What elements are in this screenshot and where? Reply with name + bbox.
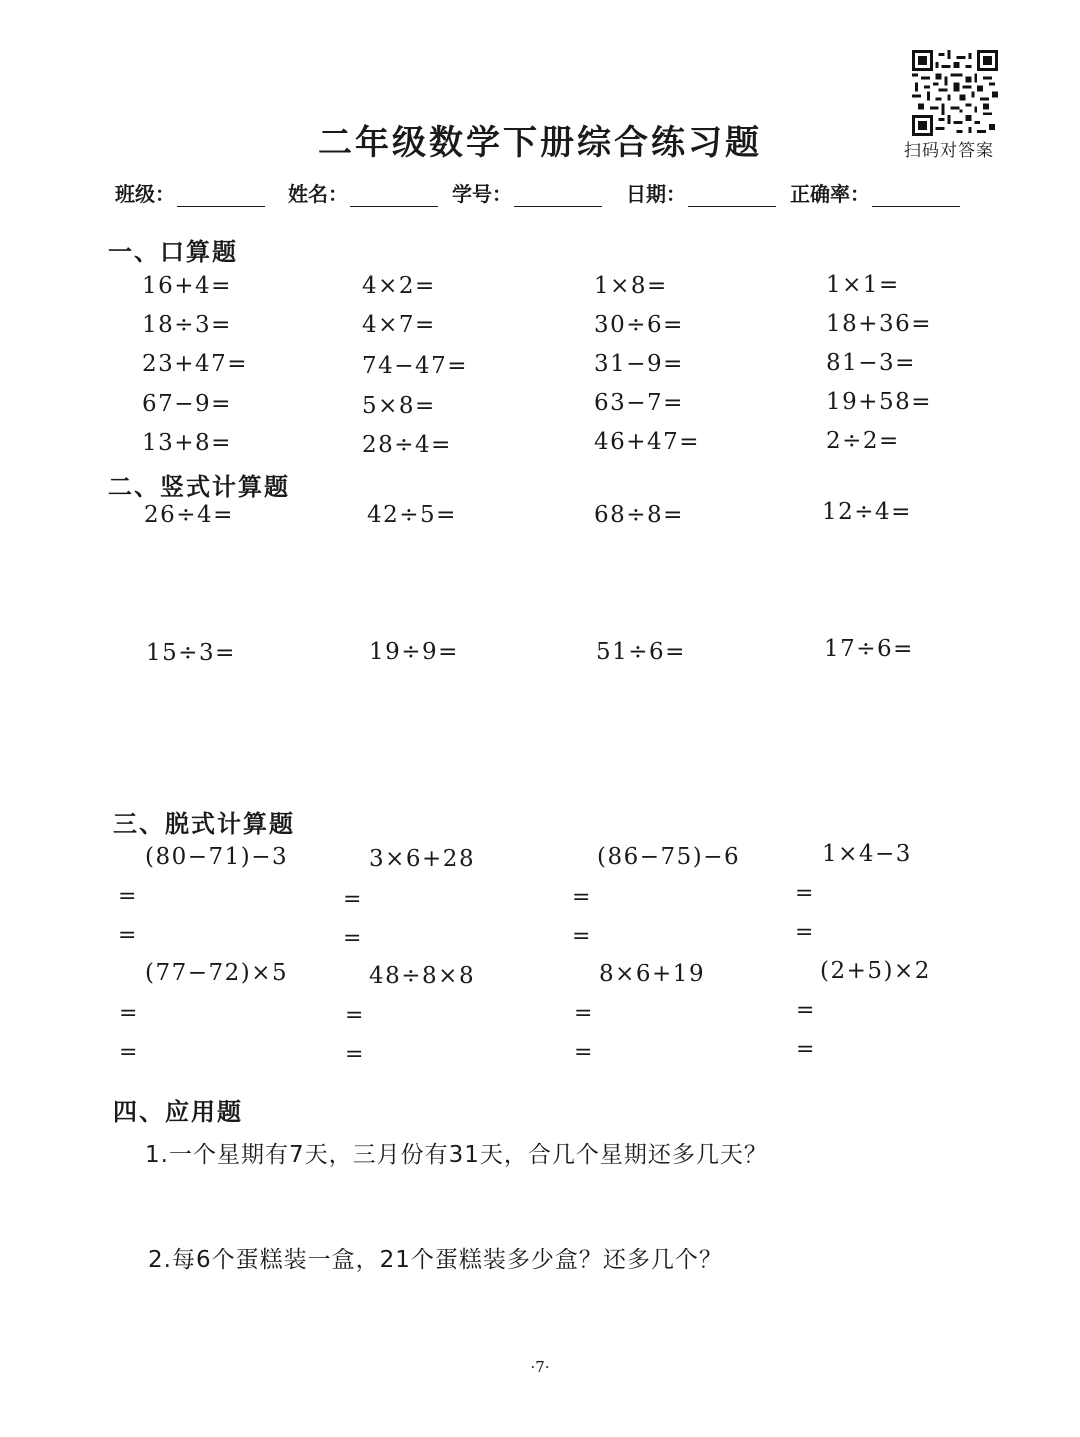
field-accuracy[interactable] <box>790 178 960 207</box>
field-date[interactable] <box>626 178 776 207</box>
vertical-calc-item: 42÷5= <box>367 502 457 528</box>
vertical-calc-item: 51÷6= <box>596 639 686 665</box>
equals-sign: = <box>796 998 815 1023</box>
mental-math-item: 1×1= <box>826 272 900 298</box>
field-label: 班级： <box>115 182 175 206</box>
equals-sign: = <box>343 887 362 912</box>
qr-code[interactable] <box>912 50 998 136</box>
equals-sign: = <box>118 884 137 909</box>
step-calc-expression: 8×6+19 <box>599 961 706 987</box>
mental-math-item: 31−9= <box>594 351 684 377</box>
mental-math-item: 30÷6= <box>594 312 684 338</box>
mental-math-item: 23+47= <box>142 351 249 377</box>
section-title-word-problems: 四、应用题 <box>113 1098 243 1126</box>
page-number: ·7· <box>530 1358 550 1376</box>
field-student-id[interactable] <box>452 178 602 207</box>
step-calc-expression: (2+5)×2 <box>820 958 931 984</box>
mental-math-item: 67−9= <box>142 391 232 417</box>
qr-caption: 扫码对答案 <box>904 141 994 161</box>
section-title-vertical-calc: 二、竖式计算题 <box>108 473 290 501</box>
field-class[interactable] <box>115 178 265 207</box>
section-title-step-calc: 三、脱式计算题 <box>113 810 295 838</box>
equals-sign: = <box>574 1040 593 1065</box>
blank-line[interactable] <box>350 184 438 207</box>
equals-sign: = <box>572 924 591 949</box>
equals-sign: = <box>795 920 814 945</box>
mental-math-item: 2÷2= <box>826 428 900 454</box>
step-calc-expression: (86−75)−6 <box>597 844 741 870</box>
vertical-calc-item: 26÷4= <box>144 502 234 528</box>
mental-math-item: 16+4= <box>142 273 232 299</box>
equals-sign: = <box>796 1037 815 1062</box>
step-calc-expression: (80−71)−3 <box>145 844 289 870</box>
step-calc-expression: (77−72)×5 <box>145 960 289 986</box>
mental-math-item: 18÷3= <box>142 312 232 338</box>
mental-math-item: 46+47= <box>594 429 701 455</box>
step-calc-expression: 3×6+28 <box>369 846 476 872</box>
blank-line[interactable] <box>688 184 776 207</box>
vertical-calc-item: 12÷4= <box>822 499 912 525</box>
equals-sign: = <box>572 885 591 910</box>
equals-sign: = <box>119 1001 138 1026</box>
mental-math-item: 13+8= <box>142 430 232 456</box>
field-name[interactable] <box>288 178 438 207</box>
section-title-mental-math: 一、口算题 <box>108 238 238 266</box>
mental-math-item: 18+36= <box>826 311 933 337</box>
mental-math-item: 1×8= <box>594 273 668 299</box>
word-problem: 2.每6个蛋糕装一盒，21个蛋糕装多少盒？还多几个？ <box>148 1247 723 1273</box>
page-title: 二年级数学下册综合练习题 <box>318 123 762 163</box>
vertical-calc-item: 19÷9= <box>369 639 459 665</box>
blank-line[interactable] <box>177 184 265 207</box>
word-problem: 1.一个星期有7天，三月份有31天，合几个星期还多几天？ <box>145 1142 768 1168</box>
field-label: 学号： <box>452 182 512 206</box>
field-label: 姓名： <box>288 182 348 206</box>
step-calc-expression: 1×4−3 <box>822 841 912 867</box>
mental-math-item: 4×7= <box>362 312 436 338</box>
mental-math-item: 5×8= <box>362 393 436 419</box>
mental-math-item: 4×2= <box>362 273 436 299</box>
blank-line[interactable] <box>514 184 602 207</box>
equals-sign: = <box>795 881 814 906</box>
mental-math-item: 28÷4= <box>362 432 452 458</box>
mental-math-item: 74−47= <box>362 353 469 379</box>
equals-sign: = <box>574 1001 593 1026</box>
vertical-calc-item: 17÷6= <box>824 636 914 662</box>
equals-sign: = <box>118 923 137 948</box>
mental-math-item: 81−3= <box>826 350 916 376</box>
vertical-calc-item: 68÷8= <box>594 502 684 528</box>
equals-sign: = <box>343 926 362 951</box>
mental-math-item: 19+58= <box>826 389 933 415</box>
equals-sign: = <box>119 1040 138 1065</box>
equals-sign: = <box>345 1003 364 1028</box>
equals-sign: = <box>345 1042 364 1067</box>
field-label: 日期： <box>626 182 686 206</box>
step-calc-expression: 48÷8×8 <box>369 963 476 989</box>
mental-math-item: 63−7= <box>594 390 684 416</box>
vertical-calc-item: 15÷3= <box>146 640 236 666</box>
blank-line[interactable] <box>872 184 960 207</box>
field-label: 正确率： <box>790 182 870 206</box>
